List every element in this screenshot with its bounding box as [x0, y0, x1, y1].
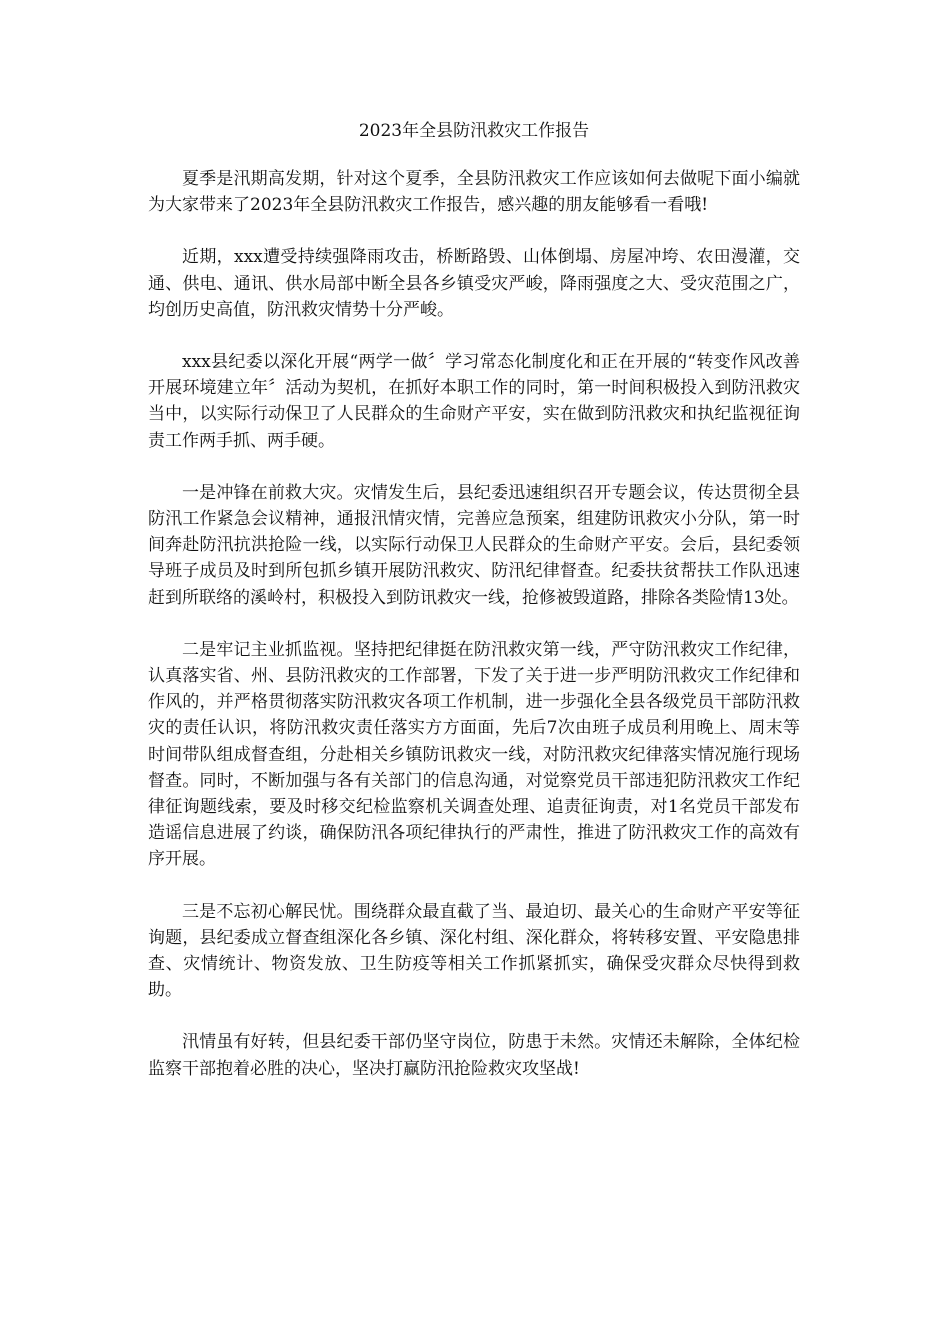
paragraph-intro: 夏季是汛期高发期，针对这个夏季，全县防汛救灾工作应该如何去做呢下面小编就为大家带来了2023年全县防汛救灾工作报告，感兴趣的朋友能够看一看哦! [148, 169, 800, 216]
document-title: 2023年全县防汛救灾工作报告 [358, 121, 590, 141]
paragraph-point-one: 一是冲锋在前救大灾。灾情发生后，县纪委迅速组织召开专题会议，传达贯彻全县防汛工作紧急会议精神，通报汛情灾情，完善应急预案，组建防讯救灾小分队，第一时间奔赴防汛抗洪抢险一线，以实际行动保卫人民群众的生命财产平安。会后，县纪委领导班子成员及时到所包抓乡镇开展防汛救灾、防汛纪律督查。纪委扶贫帮扶工作队迅速赶到所联络的溪岭村，积极投入到防讯救灾一线，抢修被毁道路，排除各类险情13处。 [148, 482, 800, 608]
paragraph-situation: 近期，xxx遭受持续强降雨攻击，桥断路毁、山体倒塌、房屋冲垮、农田漫灌，交通、供电、通讯、供水局部中断全县各乡镇受灾严峻，降雨强度之大、受灾范围之广，均创历史高值，防汛救灾情势十分严峻。 [148, 247, 800, 320]
paragraph-conclusion: 汛情虽有好转，但县纪委干部仍坚守岗位，防患于未然。灾情还未解除，全体纪检监察干部抱着必胜的决心，坚决打赢防汛抢险救灾攻坚战! [148, 1032, 800, 1079]
document-page [148, 118, 800, 1108]
paragraph-point-two: 二是牢记主业抓监视。坚持把纪律挺在防汛救灾第一线，严守防汛救灾工作纪律，认真落实省、州、县防汛救灾的工作部署，下发了关于进一步严明防汛救灾工作纪律和作风的，并严格贯彻落实防汛救灾各项工作机制，进一步强化全县各级党员干部防汛救灾的责任认识，将防汛救灾责任落实方方面面，先后7次由班子成员利用晚上、周末等时间带队组成督查组，分赴相关乡镇防讯救灾一线，对防汛救灾纪律落实情况施行现场督查。同时，不断加强与各有关部门的信息沟通，对觉察党员干部违犯防汛救灾工作纪律征询题线索，要及时移交纪检监察机关调查处理、追责征询责，对1名党员干部发布造谣信息进展了约谈，确保防汛各项纪律执行的严肃性，推进了防汛救灾工作的高效有序开展。 [148, 639, 800, 870]
paragraph-commission-action: xxx县纪委以深化开展“两学一做〞学习常态化制度化和正在开展的“转变作风改善开展环境建立年〞活动为契机，在抓好本职工作的同时，第一时间积极投入到防汛救灾当中，以实际行动保卫了人民群众的生命财产平安，实在做到防汛救灾和执纪监视征询责工作两手抓、两手硬。 [148, 352, 800, 451]
paragraph-point-three: 三是不忘初心解民忧。围绕群众最直截了当、最迫切、最关心的生命财产平安等征询题，县纪委成立督查组深化各乡镇、深化村组、深化群众，将转移安置、平安隐患排查、灾情统计、物资发放、卫生防疫等相关工作抓紧抓实，确保受灾群众尽快得到救助。 [148, 901, 800, 1001]
